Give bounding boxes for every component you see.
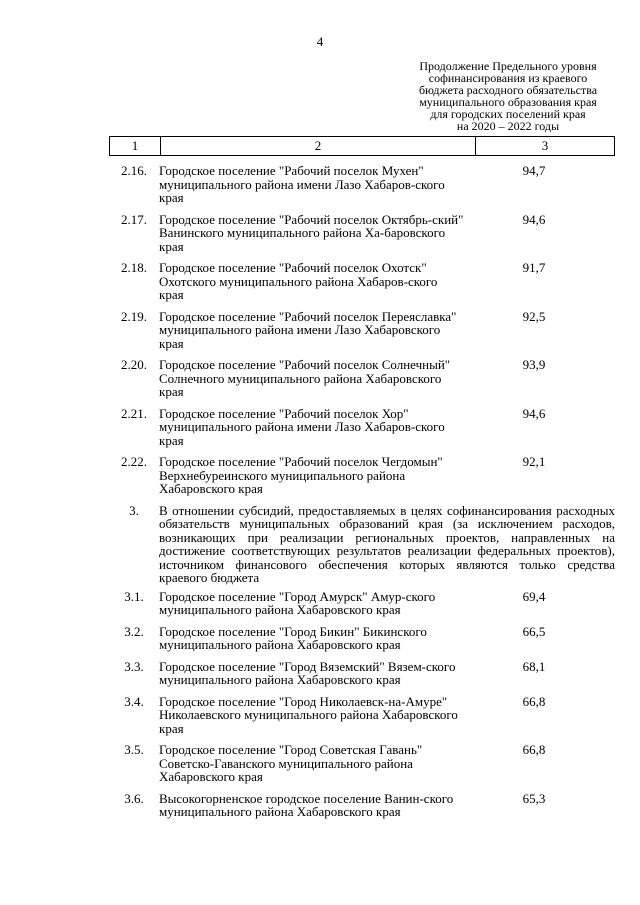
- row-number: 3.2.: [124, 623, 144, 639]
- table-row: [109, 743, 615, 784]
- table-row: [109, 625, 615, 652]
- cofinancing-level: 92,5: [522, 308, 546, 324]
- row-number: 2.17.: [121, 211, 147, 227]
- heading-line: для городских поселений края: [430, 107, 586, 121]
- table-row: [109, 695, 615, 736]
- column-header-3: 3: [476, 137, 615, 156]
- row-number: 2.20.: [121, 357, 147, 372]
- row-number: 3.4.: [124, 693, 144, 709]
- table-row: [109, 261, 615, 302]
- table-row: [109, 455, 615, 496]
- heading-line: на 2020 – 2022 годы: [456, 119, 560, 133]
- table-row: [109, 792, 615, 819]
- settlement-name: Городское поселение "Рабочий поселок Хор" муниципального района имени Лазо Хабаров-ского края: [159, 405, 445, 448]
- row-number: 3.1.: [124, 588, 144, 604]
- table-row: [109, 164, 615, 205]
- table-row: [109, 310, 615, 351]
- heading-line: Продолжение Предельного уровня: [419, 59, 597, 73]
- row-number: 2.21.: [121, 405, 147, 421]
- settlement-name: Городское поселение "Рабочий поселок Чегдомын" Верхнебуреинского муниципального района Хабаровского края: [159, 454, 443, 496]
- section-3-text: В отношении субсидий, предоставляемых в целях софинансирования расходных обязательств муниципальных образований края (за исключением расходов, возникающих при реализации региональных проектов, направленных на достижение соответствующих результатов реализации федеральных проектов), источником финансового обеспечения которых являются только средства краевого бюджета: [159, 502, 615, 585]
- row-number: 3.6.: [124, 790, 144, 806]
- table-row: [109, 213, 615, 254]
- row-number: 2.19.: [121, 308, 147, 324]
- page-number: 4: [316, 34, 324, 49]
- section-3-row: [109, 504, 615, 585]
- table-row: [109, 590, 615, 617]
- settlement-name: Городское поселение "Город Вяземский" Вязем-ского муниципального района Хабаровского края: [159, 658, 456, 687]
- row-number: 2.16.: [121, 163, 147, 178]
- column-header-1: 1: [110, 137, 161, 156]
- cofinancing-level: 92,1: [522, 454, 546, 469]
- heading-line: бюджета расходного обязательства: [418, 83, 598, 97]
- table-row: [109, 407, 615, 448]
- row-number: 3.5.: [124, 742, 144, 757]
- cofinancing-level: 91,7: [522, 260, 546, 275]
- settlement-name: Городское поселение "Рабочий поселок Мухен" муниципального района имени Лазо Хабаров-ского края: [159, 163, 445, 205]
- settlement-name: Городское поселение "Город Советская Гавань" Советско-Гаванского муниципального района Хабаровского края: [159, 742, 423, 784]
- column-header-table: [109, 136, 615, 156]
- settlement-name: Высокогорненское городское поселение Ванин-ского муниципального района Хабаровского края: [159, 790, 454, 819]
- cofinancing-level: 94,6: [522, 405, 546, 421]
- row-number: 3.: [129, 502, 139, 518]
- cofinancing-level: 93,9: [522, 357, 546, 372]
- column-header-2: 2: [161, 137, 476, 156]
- cofinancing-level: 68,1: [522, 658, 546, 674]
- settlement-name: Городское поселение "Рабочий поселок Переяславка" муниципального района имени Лазо Хабаровского края: [159, 308, 457, 351]
- cofinancing-level: 66,8: [522, 693, 546, 709]
- table-body: [109, 164, 615, 827]
- cofinancing-level: 66,5: [522, 623, 546, 639]
- row-number: 2.22.: [121, 454, 147, 469]
- cofinancing-level: 94,6: [522, 211, 546, 227]
- heading-line: муниципального образования края: [419, 95, 597, 109]
- cofinancing-level: 65,3: [522, 790, 546, 806]
- settlement-name: Городское поселение "Рабочий поселок Солнечный" Солнечного муниципального района Хабаровского края: [159, 357, 451, 399]
- row-number: 2.18.: [121, 260, 147, 275]
- settlement-name: Городское поселение "Рабочий поселок Октябрь-ский" Ванинского муниципального района Ха-баровского края: [159, 211, 464, 254]
- cofinancing-level: 66,8: [522, 742, 546, 757]
- settlement-name: Городское поселение "Город Бикин" Бикинского муниципального района Хабаровского края: [159, 623, 427, 652]
- row-number: 3.3.: [124, 658, 144, 674]
- cofinancing-level: 94,7: [522, 163, 546, 178]
- continuation-heading: [396, 60, 620, 132]
- table-row: [109, 358, 615, 399]
- table-row: [109, 660, 615, 687]
- settlement-name: Городское поселение "Рабочий поселок Охотск" Охотского муниципального района Хабаров-ского края: [159, 260, 438, 302]
- cofinancing-level: 69,4: [522, 588, 546, 604]
- heading-line: софинансирования из краевого: [428, 71, 588, 85]
- settlement-name: Городское поселение "Город Амурск" Амур-ского муниципального района Хабаровского края: [159, 588, 436, 617]
- settlement-name: Городское поселение "Город Николаевск-на-Амуре" Николаевского муниципального района Хабаровского края: [159, 693, 458, 736]
